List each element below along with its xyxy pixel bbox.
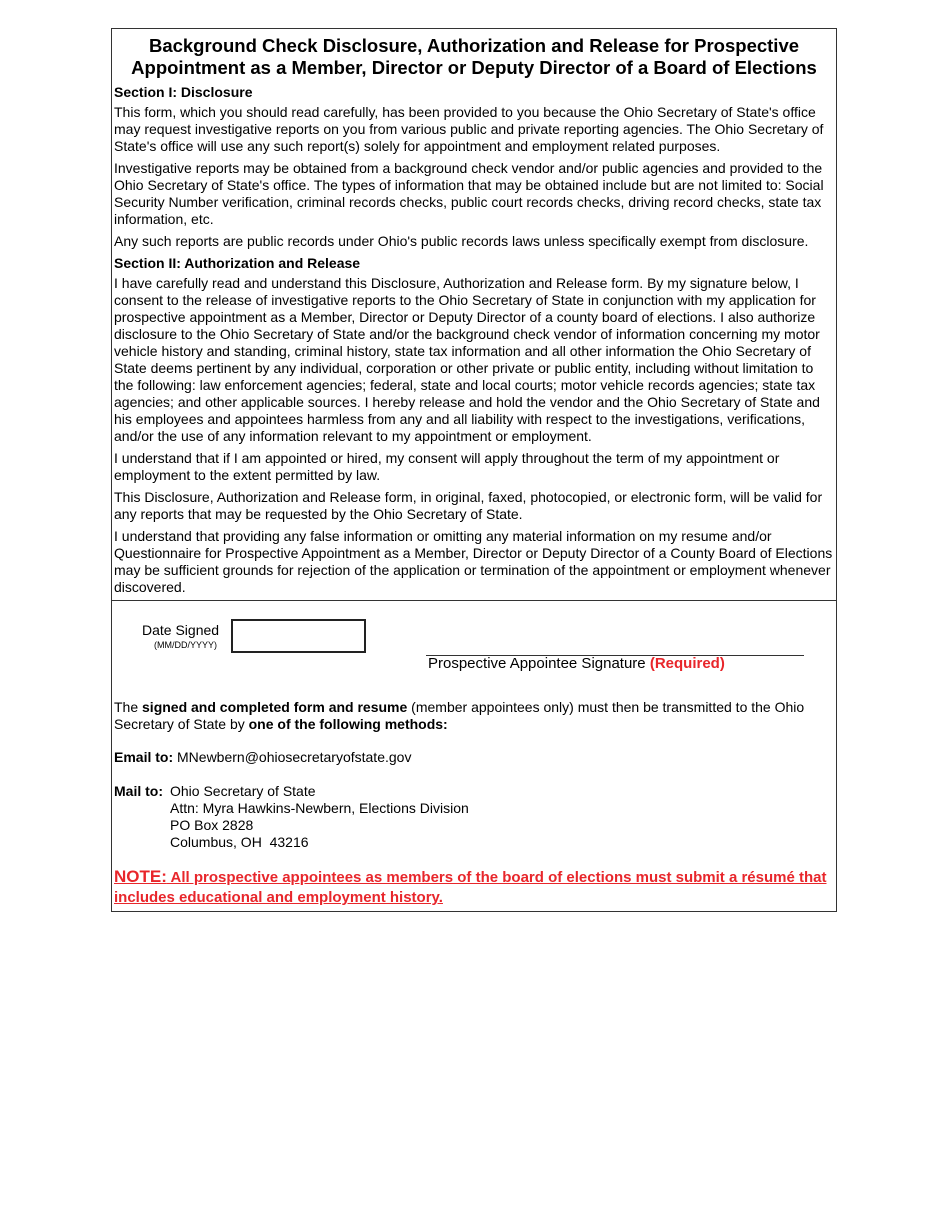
mailing-address-line: PO Box 2828 (170, 817, 254, 833)
authorization-paragraph-2: I understand that if I am appointed or hired, my consent will apply throughout the term of my appointment or employment to the extent permitted by law. (114, 450, 780, 483)
authorization-paragraph-3: This Disclosure, Authorization and Release form, in original, faxed, photocopied, or electronic form, will be valid for any reports that may be requested by the Ohio Secretary of State. (114, 489, 823, 522)
mailing-address-line: Ohio Secretary of State (170, 783, 316, 799)
instructions-text-1: The (114, 699, 143, 715)
section-1-heading: Section I: Disclosure (114, 84, 253, 100)
date-format-hint: (MM/DD/YYYY) (154, 640, 217, 650)
disclosure-paragraph-1: This form, which you should read carefully, has been provided to you because the Ohio Secretary of State's office may request investigative reports on you from various public and private reporting agencies. The Ohio Secretary of State's office will use any such report(s) solely for appointment and employment related purposes. (114, 104, 824, 154)
form-title: Background Check Disclosure, Authorization and Release for Prospective Appointment as a Member, Director or Deputy Director of a Board of Elections (131, 35, 817, 78)
mailing-address-line: Columbus, OH 43216 (170, 834, 309, 850)
resume-note (114, 867, 832, 908)
background-check-form (111, 28, 837, 912)
date-signed-label: Date Signed (142, 622, 220, 638)
section-2-heading: Section II: Authorization and Release (114, 255, 361, 271)
mailing-address (170, 783, 469, 851)
mail-label: Mail to: (114, 783, 163, 799)
email-instruction (114, 749, 411, 766)
note-prefix: NOTE: (114, 867, 167, 886)
email-address[interactable]: MNewbern@ohiosecretaryofstate.gov (177, 749, 412, 765)
form-text-section (112, 35, 836, 596)
disclosure-paragraph-2: Investigative reports may be obtained from a background check vendor and/or public agencies and provided to the Ohio Secretary of State's office. The types of information that may be obtained include but are not limited to: Social Security Number verification, criminal records checks, public court records checks, driving record checks, state tax information, etc. (114, 160, 824, 227)
instructions-text-2: (member appointees only) must then be transmitted to the Ohio Secretary of State by (114, 699, 805, 732)
note-text: All prospective appointees as members of the board of elections must submit a résumé that includes educational and employment history. (114, 869, 827, 906)
submission-instructions (114, 699, 826, 733)
disclosure-paragraph-3: Any such reports are public records under Ohio's public records laws unless specifically exempt from disclosure. (114, 233, 809, 249)
email-label: Email to: (114, 749, 174, 765)
required-indicator: (Required) (649, 655, 725, 672)
instructions-bold-2: one of the following methods: (248, 716, 448, 732)
section-divider (112, 600, 836, 601)
authorization-paragraph-4: I understand that providing any false information or omitting any material information on my resume and/or Questionnaire for Prospective Appointment as a Member, Director or Deputy Director of a County Board of Elections may be sufficient grounds for rejection of the application or termination of the appointment or employment whenever discovered. (114, 528, 833, 595)
signature-label (428, 655, 725, 673)
date-signed-input[interactable] (231, 619, 366, 653)
instructions-bold-1: signed and completed form and resume (142, 699, 408, 715)
authorization-paragraph-1: I have carefully read and understand this Disclosure, Authorization and Release form. By my signature below, I consent to the release of investigative reports to the Ohio Secretary of State in conjunction with my application for prospective appointment as a Member, Director or Deputy Director of a county board of elections. I also authorize disclosure to the Ohio Secretary of State and/or the background check vendor of information concerning my motor vehicle history and standing, criminal history, state tax information and all other information the Ohio Secretary of State deems pertinent by any individual, corporation or other private or public entity, including without limitation to the following: law enforcement agencies; federal, state and local courts; motor vehicle records agencies; state tax agencies; and other applicable sources. I hereby release and hold the vendor and the Ohio Secretary of State and his employees and appointees harmless from any and all liability with respect to the investigations, verifications, and/or the use of any information relevant to my appointment or employment. (114, 275, 820, 444)
mailing-address-line: Attn: Myra Hawkins-Newbern, Elections Division (170, 800, 469, 816)
signature-label-text: Prospective Appointee Signature (428, 655, 650, 672)
